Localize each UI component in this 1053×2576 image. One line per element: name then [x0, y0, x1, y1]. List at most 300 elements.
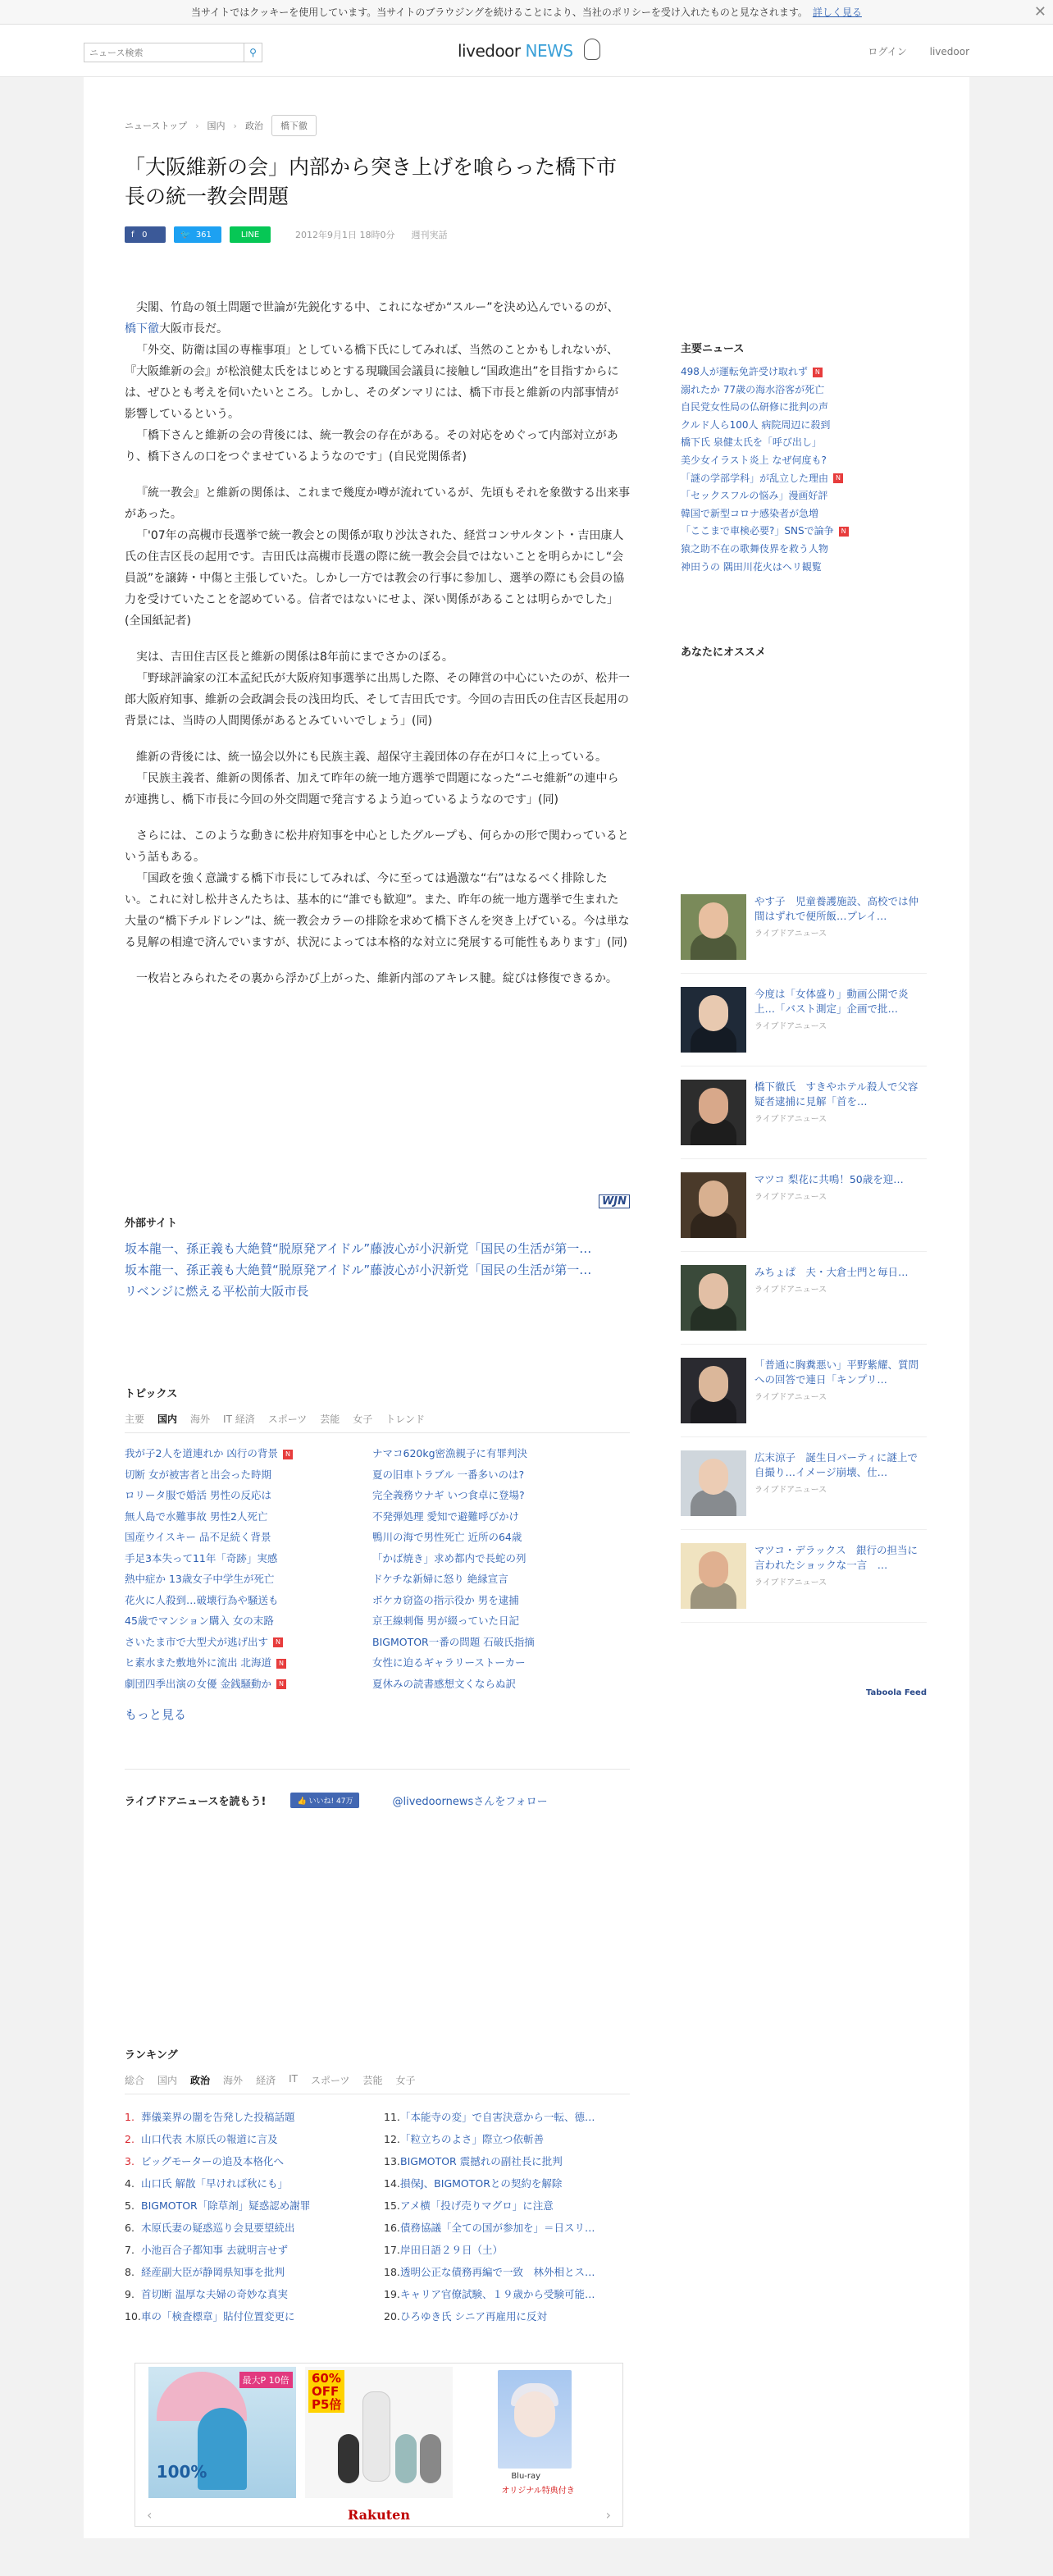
topic-tab[interactable]: IT 経済: [223, 1414, 255, 1425]
chevron-right-icon: ›: [233, 120, 237, 131]
topic-tab[interactable]: トレンド: [385, 1414, 425, 1425]
ranking-number: 12.: [384, 2133, 400, 2145]
topic-item[interactable]: [372, 1652, 579, 1674]
paragraph-gap: [125, 811, 630, 825]
ranking-text: アメ横「投げ売りマグロ」に注意: [400, 2199, 554, 2212]
major-news-item[interactable]: [681, 559, 927, 577]
topic-text: 劇団四季出演の女優 金銭騒動か: [125, 1677, 271, 1690]
topics-section: [125, 1385, 630, 1723]
person-head-shape: [699, 1551, 728, 1587]
ranking-text: 首切断 温厚な夫婦の奇妙な真実: [141, 2288, 288, 2300]
line-icon: LINE: [240, 230, 260, 240]
ranking-item[interactable]: [125, 2239, 371, 2261]
article-paragraph: 「民族主義者、維新の関係者、加えて昨年の統一地方選挙で問題になった“ニセ維新”の連中らが連携し、橋下市長に今回の外交問題で発言するよう迫っているようなのです」(同): [125, 772, 619, 806]
ranking-text: 葬儀業界の闇を告発した投稿話題: [141, 2111, 295, 2123]
major-news-item[interactable]: [681, 505, 927, 523]
topic-item[interactable]: [372, 1590, 579, 1611]
taboola-text: Taboola Feed: [866, 1688, 927, 1697]
external-link[interactable]: 坂本龍一、孫正義も大絶賛“脱原発アイドル”藤波心が小沢新党「国民の生活が第一…: [125, 1263, 592, 1277]
chevron-left-icon[interactable]: ‹: [147, 2507, 153, 2523]
follow-title: ライブドアニュースを読もう!: [125, 1796, 267, 1808]
article-date: 2012年9月1日 18時0分: [295, 230, 395, 240]
card-text: [754, 1358, 927, 1436]
twitter-follow-link[interactable]: @livedoornewsさんをフォロー: [392, 1796, 548, 1808]
card-text: [754, 1172, 927, 1251]
twitter-icon: 🐦: [180, 230, 191, 240]
ranking-tab[interactable]: 女子: [395, 2075, 416, 2086]
ranking-text: ひろゆき氏 シニア再雇用に反対: [400, 2310, 547, 2323]
major-news-text: 「ここまで車検必要?」SNSで論争: [681, 525, 834, 537]
topic-tab[interactable]: 海外: [190, 1414, 211, 1425]
article-paragraph: 「'07年の高槻市長選挙で統一教会との関係が取り沙汰された、経営コンサルタント・吉田康人氏の住吉区長の起用です。吉田氏は高槻市長選の際に統一教会会員ではないことを明らかにし“会員説”を譲鋳・中傷と主張していた。しかし一方では教会の行事に参加し、選挙の際にも会員の協力を受けていたことを認めている。信者ではないにせよ、深い関係があることは明らかでした」(全国紙記者): [125, 529, 625, 628]
ranking-tab[interactable]: 芸能: [362, 2075, 383, 2086]
topic-text: 手足3本失って11年「奇跡」実感: [125, 1551, 278, 1564]
major-news-item[interactable]: [681, 487, 927, 505]
card-thumbnail[interactable]: [681, 1080, 746, 1145]
major-news-text: 「セックスフルの悩み」漫画好評: [681, 490, 828, 502]
topics-tabs: [125, 1412, 630, 1433]
major-news-item[interactable]: [681, 470, 927, 488]
bonus-label: オリジナル特典付き: [501, 2487, 575, 2496]
ranking-text: BIGMOTOR「除草剤」疑惑認め謝罪: [141, 2199, 311, 2212]
card-thumbnail[interactable]: [681, 1172, 746, 1238]
topic-tab[interactable]: スポーツ: [267, 1414, 308, 1425]
article-paragraph: 一枚岩とみられたその裏から浮かび上がった、維新内部のアキレス腱。綻びは修復できるか。: [136, 972, 618, 985]
fan-shape: [395, 2434, 417, 2483]
card-text: [754, 1543, 927, 1622]
ad-bluray-image[interactable]: [462, 2367, 609, 2498]
card-title[interactable]: 「普通に胸糞悪い」平野紫耀、質問への回答で連日「キンプリ…: [754, 1359, 919, 1386]
cookie-banner: [0, 0, 1053, 25]
ranking-item[interactable]: [125, 2283, 371, 2305]
ranking-item[interactable]: [384, 2150, 630, 2172]
ranking-tab[interactable]: 国内: [157, 2075, 178, 2086]
topic-item[interactable]: [125, 1610, 331, 1632]
facebook-like-button[interactable]: 👍 いいね! 47万: [290, 1793, 359, 1808]
major-news-text: 溺れたか 77歳の海水浴客が死亡: [681, 383, 825, 395]
ranking-item[interactable]: [125, 2128, 371, 2150]
topic-item[interactable]: [372, 1632, 579, 1653]
external-link[interactable]: 坂本龍一、孫正義も大絶賛“脱原発アイドル”藤波心が小沢新党「国民の生活が第一…: [125, 1241, 592, 1256]
recommend-card[interactable]: [681, 1530, 927, 1623]
card-thumbnail[interactable]: [681, 1450, 746, 1516]
major-news-item[interactable]: [681, 363, 927, 381]
topic-item[interactable]: [372, 1506, 579, 1528]
ranking-item[interactable]: [125, 2150, 371, 2172]
ranking-tab[interactable]: IT: [289, 2073, 298, 2085]
ranking-tab[interactable]: 総合: [125, 2075, 145, 2086]
topic-text: 鴨川の海で男性死亡 近所の64歳: [372, 1531, 522, 1543]
topic-item[interactable]: [372, 1464, 579, 1486]
major-news-item[interactable]: [681, 434, 927, 452]
bluray-cover: [498, 2370, 572, 2469]
topic-item[interactable]: [125, 1464, 331, 1486]
search-box: [84, 43, 262, 62]
ranking-number: 18.: [384, 2266, 400, 2278]
topic-text: 無人島で水難事故 男性2人死亡: [125, 1510, 268, 1523]
topic-item[interactable]: [372, 1674, 579, 1695]
more-link[interactable]: もっと見る: [125, 1707, 187, 1722]
new-badge-icon: N: [273, 1637, 283, 1647]
card-text: [754, 1450, 927, 1529]
person-head-shape: [699, 1181, 728, 1217]
topic-item[interactable]: [125, 1632, 331, 1653]
major-news: [681, 340, 927, 576]
twitter-share-button[interactable]: [174, 226, 221, 243]
topic-text: 熱中症か 13歳女子中学生が死亡: [125, 1573, 275, 1585]
ranking-item[interactable]: [125, 2195, 371, 2217]
topic-item[interactable]: [125, 1548, 331, 1569]
person-head-shape: [699, 1088, 728, 1124]
person-head-shape: [699, 1273, 728, 1309]
major-news-item[interactable]: [681, 399, 927, 417]
ranking-item[interactable]: [384, 2305, 630, 2327]
topic-item[interactable]: [125, 1590, 331, 1611]
topic-item[interactable]: [372, 1569, 579, 1590]
ranking-item[interactable]: [384, 2195, 630, 2217]
topic-item[interactable]: [125, 1527, 331, 1548]
topic-text: BIGMOTOR一番の問題 石破氏指摘: [372, 1635, 535, 1648]
close-icon[interactable]: ✕: [1033, 3, 1046, 21]
external-title: 外部サイト: [125, 1217, 178, 1230]
article-paragraph: [125, 297, 630, 340]
topic-item[interactable]: [125, 1569, 331, 1590]
article-source[interactable]: 週刊実話: [411, 230, 448, 240]
livedoor-link[interactable]: livedoor: [929, 46, 969, 57]
ranking-tab[interactable]: 政治: [190, 2075, 211, 2086]
card-title[interactable]: 橋下徹氏 すきやホテル殺人で父容疑者逮捕に見解「首を…: [754, 1080, 919, 1108]
ranking-item[interactable]: [125, 2172, 371, 2195]
major-news-item[interactable]: [681, 452, 927, 470]
card-text: [754, 1265, 927, 1344]
ranking-number: 2.: [125, 2133, 134, 2145]
topic-text: 我が子2人を道連れか 凶行の背景: [125, 1447, 278, 1459]
mascot-icon: [584, 39, 600, 60]
ranking-text: キャリア官僚試験、１９歳から受験可能…: [400, 2288, 595, 2300]
card-thumbnail[interactable]: [681, 1358, 746, 1423]
article-paragraph: 実は、吉田住吉区長と維新の関係は8年前にまでさかのぼる。: [136, 651, 454, 664]
topic-item[interactable]: [372, 1610, 579, 1632]
facebook-count: 0: [142, 230, 148, 240]
card-source: ライブドアニュース: [754, 1022, 827, 1031]
topic-item[interactable]: [125, 1674, 331, 1695]
site-logo[interactable]: [458, 41, 600, 63]
login-link[interactable]: ログイン: [868, 46, 907, 57]
topic-text: ボケカ窃盗の指示役か 男を逮捕: [372, 1593, 519, 1606]
search-icon[interactable]: ⚲: [244, 43, 262, 62]
source-logo: WJN: [599, 1194, 630, 1208]
topic-tag[interactable]: 橋下徹: [271, 115, 317, 136]
major-news-item[interactable]: [681, 417, 927, 435]
ranking-number: 10.: [125, 2310, 141, 2323]
card-thumbnail[interactable]: [681, 1265, 746, 1331]
ad-percent: 100%: [156, 2462, 207, 2482]
breadcrumb-item[interactable]: 政治: [244, 121, 263, 131]
article-paragraph: 『統一教会』と維新の関係は、これまで幾度か噂が流れているが、先頃もそれを象徴する出来事があった。: [125, 486, 630, 521]
face-shape: [514, 2391, 555, 2437]
ranking-item[interactable]: [384, 2128, 630, 2150]
ranking-tab[interactable]: 経済: [256, 2075, 276, 2086]
ranking-text: 木原氏妻の疑惑巡り会見要望続出: [141, 2222, 295, 2234]
fan-shape: [420, 2434, 441, 2483]
line-share-button[interactable]: [230, 226, 271, 243]
card-source: ライブドアニュース: [754, 1286, 827, 1295]
major-news-item[interactable]: [681, 523, 927, 541]
topic-item[interactable]: [372, 1548, 579, 1569]
ranking-number: 13.: [384, 2155, 400, 2167]
major-news-text: クルド人ら100人 病院周辺に殺到: [681, 418, 831, 431]
major-news-title: 主要ニュース: [681, 343, 745, 355]
rakuten-logo[interactable]: Rakuten: [348, 2507, 410, 2523]
ad-umbrella-image[interactable]: [148, 2367, 296, 2498]
topic-text: ロリータ服で婚活 男性の反応は: [125, 1489, 271, 1501]
ranking-text: 透明公正な債務再編で一致 林外相とス…: [400, 2266, 595, 2278]
ranking-item[interactable]: [125, 2261, 371, 2283]
topic-tab[interactable]: 国内: [157, 1414, 178, 1425]
topic-item[interactable]: [372, 1485, 579, 1506]
recommend-card[interactable]: [681, 974, 927, 1066]
topic-text: ドケチな新婦に怒り 絶縁宣言: [372, 1573, 508, 1585]
recommend-card[interactable]: [681, 1252, 927, 1345]
fan-shape: [362, 2391, 390, 2482]
article-paragraph: 「外交、防衛は国の専権事項」としている橋下氏にしてみれば、当然のことかもしれないが、『大阪維新の会』が松浪健太氏をはじめとする現職国会議員に接触し“国政進出”を目指すからには、ぜひとも考えを伺いたいところ。しかし、そのダンマリには、橋下市長と維新の内部事情が影響しているという。: [125, 344, 619, 421]
cookie-text: 当サイトではクッキーを使用しています。当サイトのブラウジングを続けることにより、当社のポリシーを受け入れたものと見なされます。: [191, 7, 808, 18]
ranking-number: 7.: [125, 2244, 134, 2256]
topic-text: 45歳でマンション購入 女の末路: [125, 1615, 274, 1627]
major-news-text: 美少女イラスト炎上 なぜ何度も?: [681, 454, 827, 466]
ranking-number: 4.: [125, 2177, 134, 2190]
card-title[interactable]: マツコ・デラックス 銀行の担当に言われたショックな一言 …: [754, 1544, 919, 1571]
ranking-text: 損保J、BIGMOTORとの契約を解除: [400, 2177, 563, 2190]
topic-item[interactable]: [372, 1527, 579, 1548]
new-badge-icon: N: [283, 1450, 293, 1459]
ranking-text: 経産副大臣が静岡県知事を批判: [141, 2266, 285, 2278]
topics-title: トピックス: [125, 1388, 178, 1400]
topic-text: 切断 女が被害者と出会った時期: [125, 1468, 271, 1481]
taboola-feed-label[interactable]: [866, 1688, 927, 1697]
topic-text: さいたま市で大型犬が逃げ出す: [125, 1635, 269, 1648]
content-wrapper: [84, 77, 969, 2538]
share-bar: [125, 226, 447, 243]
topic-text: 国産ウイスキー 品不足続く背景: [125, 1531, 271, 1543]
topic-tab[interactable]: 主要: [125, 1414, 145, 1425]
card-source: ライブドアニュース: [754, 1193, 827, 1202]
ranking-section: [125, 2046, 630, 2327]
article-body: [125, 297, 630, 989]
new-badge-icon: N: [839, 527, 849, 537]
article-paragraph: さらには、このような動きに松井府知事を中心としたグループも、何らかの形で関わっているという話もある。: [125, 829, 629, 864]
ranking-number: 6.: [125, 2222, 134, 2234]
card-title[interactable]: やす子 児童養護施設、高校では仲間はずれで便所飯…プレイ…: [754, 895, 919, 922]
topic-text: 完全義務ウナギ いつ食卓に登場?: [372, 1489, 525, 1501]
paragraph-gap: [125, 632, 630, 646]
ad-discount: 60% OFF P5倍: [308, 2370, 344, 2413]
major-news-text: 韓国で新型コロナ感染者が急増: [681, 507, 819, 519]
fan-shape: [338, 2434, 359, 2483]
ranking-item[interactable]: [384, 2261, 630, 2283]
person-head-shape: [699, 1366, 728, 1402]
ranking-item[interactable]: [384, 2239, 630, 2261]
ad-badge: 最大P 10倍: [239, 2372, 293, 2388]
ranking-item[interactable]: [384, 2217, 630, 2239]
ranking-tab[interactable]: スポーツ: [310, 2075, 350, 2086]
major-news-text: 自民党女性局の仏研修に批判の声: [681, 401, 829, 413]
search-input[interactable]: [84, 43, 244, 62]
ranking-text: 「本能寺の変」で自害決意から一転、德…: [400, 2111, 595, 2123]
ranking-number: 8.: [125, 2266, 134, 2278]
article-paragraph: 「野球評論家の江本孟紀氏が大阪府知事選挙に出馬した際、その陣営の中心にいたのが、松井一郎大阪府知事、維新の会政調会長の浅田均氏、そして吉田氏です。今回の吉田氏の住吉区長起用の背景には、当時の人間関係があるとみていいでしょう」(同): [125, 672, 630, 728]
topic-text: 花火に人殺到…破壊行為や騒送も: [125, 1593, 279, 1606]
major-news-text: 「謎の学部学科」が乱立した理由: [681, 472, 829, 484]
ranking-text: 山口氏 解散「早ければ秋にも」: [141, 2177, 288, 2190]
ranking-number: 11.: [384, 2111, 400, 2123]
recommend-card[interactable]: [681, 1437, 927, 1530]
breadcrumb-item[interactable]: 国内: [207, 121, 226, 131]
ranking-text: 小池百合子都知事 去就明言せず: [141, 2244, 288, 2256]
card-title[interactable]: マツコ 梨花に共鳴！50歳を迎…: [754, 1173, 904, 1185]
new-badge-icon: N: [833, 473, 843, 483]
topic-text: 夏の旧車トラブル 一番多いのは?: [372, 1468, 525, 1481]
bluray-label: Blu-ray: [511, 2472, 541, 2481]
card-thumbnail[interactable]: [681, 1543, 746, 1609]
recommend-card[interactable]: [681, 1066, 927, 1159]
ranking-number: 3.: [125, 2155, 134, 2167]
person-link[interactable]: 橋下徹: [125, 322, 159, 336]
external-links: [125, 1214, 630, 1302]
ranking-item[interactable]: [384, 2283, 630, 2305]
follow-bar: [125, 1769, 630, 1808]
chevron-right-icon[interactable]: ›: [605, 2507, 611, 2523]
major-news-item[interactable]: [681, 381, 927, 400]
topic-text: 「かば焼き」求め都内で長蛇の列: [372, 1551, 526, 1564]
ranking-tab[interactable]: 海外: [223, 2075, 244, 2086]
card-source: ライブドアニュース: [754, 1115, 827, 1124]
paragraph-gap: [125, 953, 630, 968]
ranking-number: 5.: [125, 2199, 134, 2212]
topics-list: [125, 1443, 630, 1694]
major-news-text: 猿之助不在の歌舞伎界を救う人物: [681, 542, 829, 555]
ranking-text: 山口代表 木原氏の報道に言及: [141, 2133, 278, 2145]
ranking-text: 岸田日語２９日（土）: [400, 2244, 504, 2256]
topic-item[interactable]: [125, 1485, 331, 1506]
paragraph-gap: [125, 732, 630, 747]
logo-news: NEWS: [525, 41, 573, 61]
topic-text: ナマコ620kg密漁親子に有罪判決: [372, 1447, 528, 1459]
card-source: ライブドアニュース: [754, 1486, 827, 1495]
ranking-text: ビッグモーターの追及本格化へ: [141, 2155, 285, 2167]
topic-item[interactable]: [125, 1652, 331, 1674]
recommend-card[interactable]: [681, 1345, 927, 1437]
topic-text: 夏休みの読書感想文くならぬ訳: [372, 1677, 517, 1690]
ranking-item[interactable]: [125, 2217, 371, 2239]
card-text: [754, 987, 927, 1066]
recommend-card[interactable]: [681, 1159, 927, 1252]
topic-text: 女性に迫るギャラリーストーカー: [372, 1656, 526, 1669]
ranking-text: 債務協議「全ての国が参加を」＝日スリ…: [400, 2222, 595, 2234]
topic-item[interactable]: [125, 1443, 331, 1464]
recommend-cards: [681, 881, 927, 1623]
card-title[interactable]: 広末涼子 誕生日パーティに謎上で自撮り…イメージ崩壊、仕…: [754, 1451, 919, 1478]
ranking-item[interactable]: [125, 2305, 371, 2327]
ranking-number: 17.: [384, 2244, 400, 2256]
article-title: 「大阪維新の会」内部から突き上げを喰らった橋下市長の統一教会問題: [125, 155, 618, 208]
recommend-title: あなたにオススメ: [681, 646, 766, 659]
topic-text: 京王線刺傷 男が綴っていた日記: [372, 1615, 519, 1627]
new-badge-icon: N: [813, 368, 823, 377]
topic-tab[interactable]: 芸能: [320, 1414, 340, 1425]
external-link[interactable]: リベンジに燃える平松前大阪市長: [125, 1284, 309, 1299]
card-text: [754, 1080, 927, 1158]
ad-fan-image[interactable]: [305, 2367, 453, 2498]
card-source: ライブドアニュース: [754, 1578, 827, 1587]
topic-text: ヒ素水また敷地外に流出 北海道: [125, 1656, 271, 1669]
recommend-card[interactable]: [681, 881, 927, 974]
card-title[interactable]: みちょぱ 夫・大倉士門と毎日…: [754, 1266, 909, 1278]
major-news-text: 橋下氏 泉健太氏を「呼び出し」: [681, 436, 822, 449]
article-paragraph: 「国政を強く意識する橋下市長にしてみれば、今に至っては過激な“右”はなるべく排除したい。これに対し松井さんたちは、基本的に“誰でも歓迎”。また、昨年の統一地方選挙で生まれた大量の“橋下チルドレン”は、統一教会カラーの排除を求めて橋下さんを突き上げている。今は単なる見解の相違で済んでいますが、状況によっては本格的な対立に発展する可能性もあります」(同): [125, 872, 630, 949]
paragraph-text: 尖閣、竹島の領土問題で世論が先鋭化する中、これになぜか“スルー”を決め込んでいるのが、: [136, 301, 619, 314]
ranking-text: 車の「検査標章」貼付位置変更に: [141, 2310, 295, 2323]
ranking-text: 「粒立ちのよさ」際立つ依斬善: [400, 2133, 545, 2145]
ranking-tabs: [125, 2073, 630, 2094]
new-badge-icon: N: [276, 1659, 286, 1669]
facebook-share-button[interactable]: [125, 226, 166, 243]
card-text: [754, 894, 927, 973]
person-head-shape: [699, 1459, 728, 1495]
ranking-text: BIGMOTOR 震撼れの副社長に批判: [400, 2155, 563, 2167]
ranking-number: 16.: [384, 2222, 400, 2234]
ranking-number: 1.: [125, 2111, 134, 2123]
major-news-text: 神田うの 隅田川花火はヘリ観覧: [681, 560, 822, 573]
logo-livedoor: livedoor: [458, 41, 521, 61]
major-news-list: [681, 363, 927, 576]
person-head-shape: [699, 902, 728, 939]
header-nav: [848, 44, 969, 58]
ranking-number: 9.: [125, 2288, 134, 2300]
card-thumbnail[interactable]: [681, 987, 746, 1053]
rakuten-ad[interactable]: [134, 2363, 623, 2527]
article-paragraph: 維新の背後には、統一協会以外にも民族主義、超保守主義団体の存在が口々に上っている。: [136, 751, 607, 764]
person-head-shape: [699, 995, 728, 1031]
ranking-title: ランキング: [125, 2049, 178, 2062]
ranking-number: 19.: [384, 2288, 400, 2300]
topic-item[interactable]: [125, 1506, 331, 1528]
ranking-item[interactable]: [384, 2172, 630, 2195]
ranking-item[interactable]: [384, 2106, 630, 2128]
topic-tab[interactable]: 女子: [353, 1414, 373, 1425]
ranking-number: 20.: [384, 2310, 400, 2323]
major-news-item[interactable]: [681, 541, 927, 559]
card-thumbnail[interactable]: [681, 894, 746, 960]
paragraph-gap: [125, 468, 630, 482]
twitter-count: 361: [195, 230, 212, 240]
card-source: ライブドアニュース: [754, 929, 827, 939]
breadcrumb-item[interactable]: ニューストップ: [125, 121, 188, 131]
topic-text: 不発弾処理 愛知で避難呼びかけ: [372, 1510, 519, 1523]
card-source: ライブドアニュース: [754, 1393, 827, 1402]
topic-item[interactable]: [372, 1443, 579, 1464]
site-header: [0, 25, 1053, 77]
card-title[interactable]: 今度は「女体盛り」動画公開で炎上…「バスト測定」企画で批…: [754, 988, 909, 1015]
chevron-right-icon: ›: [195, 120, 199, 131]
breadcrumb: [125, 115, 317, 136]
cookie-policy-link[interactable]: 詳しく見る: [812, 7, 862, 18]
ranking-number: 14.: [384, 2177, 400, 2190]
ranking-item[interactable]: [125, 2106, 371, 2128]
article-paragraph: 「橋下さんと維新の会の背後には、統一教会の存在がある。その対応をめぐって内部対立があり、橋下さんの口をつぐませているようなのです」(自民党関係者): [125, 429, 618, 464]
facebook-icon: f: [131, 230, 134, 240]
ranking-list: [125, 2106, 630, 2327]
